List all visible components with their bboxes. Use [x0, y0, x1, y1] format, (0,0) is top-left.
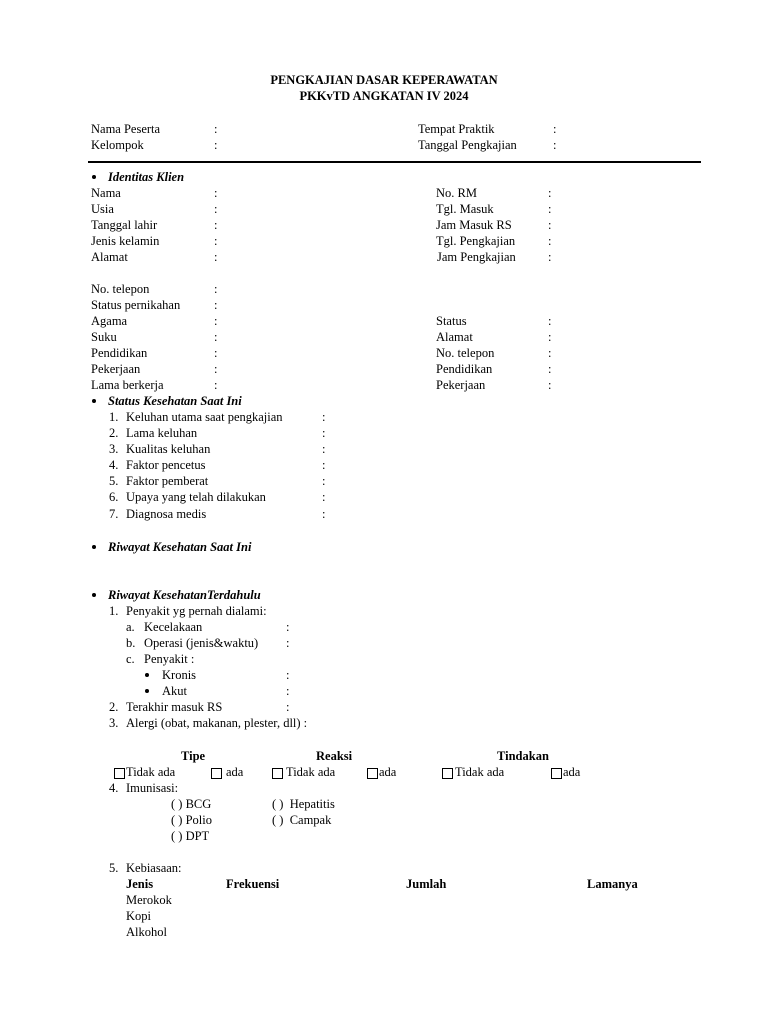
checkbox-reaksi-ada[interactable]: [367, 768, 378, 779]
list-number: 1.: [109, 604, 119, 618]
checkbox-label: ada: [226, 765, 244, 779]
list-item: Kronis: [162, 668, 197, 682]
identitas-label: Lama berkerja: [91, 378, 164, 392]
section-heading-status: Status Kesehatan Saat Ini: [108, 394, 242, 408]
field-colon: :: [322, 507, 326, 521]
checkbox-label: Tidak ada: [126, 765, 176, 779]
identitas-label: No. telepon: [91, 282, 150, 296]
field-colon: :: [322, 426, 326, 440]
field-colon: :: [214, 362, 218, 376]
field-colon: :: [214, 378, 218, 392]
bullet-icon: [92, 593, 96, 597]
checkbox-reaksi-tidak-ada[interactable]: [272, 768, 283, 779]
checkbox-tipe-ada[interactable]: [211, 768, 222, 779]
kebiasaan-header-frekuensi: Frekuensi: [226, 877, 280, 891]
field-colon: :: [214, 202, 218, 216]
field-colon: :: [286, 700, 290, 714]
page-subtitle: PKKvTD ANGKATAN IV 2024: [299, 89, 469, 103]
field-colon: :: [548, 330, 552, 344]
imunisasi-option[interactable]: ( ) BCG: [171, 797, 212, 811]
kebiasaan-item: Kopi: [126, 909, 151, 923]
checkbox-tipe-tidak-ada[interactable]: [114, 768, 125, 779]
list-item: Penyakit :: [144, 652, 195, 666]
checkbox-label: ada: [563, 765, 581, 779]
imunisasi-option[interactable]: ( ) DPT: [171, 829, 210, 843]
field-colon: :: [322, 410, 326, 424]
identitas-label-right: Alamat: [436, 330, 473, 344]
field-tempat-praktik: Tempat Praktik: [418, 122, 495, 136]
checkbox-tindakan-tidak-ada[interactable]: [442, 768, 453, 779]
field-colon: :: [548, 346, 552, 360]
list-number: 1.: [109, 410, 119, 424]
imunisasi-option[interactable]: ( ) Campak: [272, 813, 332, 827]
checkbox-label: Tidak ada: [455, 765, 505, 779]
list-item: Kecelakaan: [144, 620, 203, 634]
kebiasaan-item: Alkohol: [126, 925, 167, 939]
list-item: Akut: [162, 684, 187, 698]
section-heading-identitas: Identitas Klien: [108, 170, 185, 184]
list-number: 5.: [109, 474, 119, 488]
field-colon: :: [286, 668, 290, 682]
field-colon: :: [214, 122, 218, 136]
identitas-label: Pekerjaan: [91, 362, 141, 376]
kebiasaan-header-jenis: Jenis: [126, 877, 154, 891]
field-colon: :: [548, 362, 552, 376]
checkbox-label: Tidak ada: [286, 765, 336, 779]
identitas-label-right: Tgl. Pengkajian: [436, 234, 516, 248]
identitas-label-right: No. RM: [436, 186, 477, 200]
identitas-label: Alamat: [91, 250, 128, 264]
field-colon: :: [322, 442, 326, 456]
field-colon: :: [548, 314, 552, 328]
field-colon: :: [286, 636, 290, 650]
list-number: 5.: [109, 861, 119, 875]
section-heading-riwayat-saat-ini: Riwayat Kesehatan Saat Ini: [108, 540, 252, 554]
kebiasaan-header-jumlah: Jumlah: [406, 877, 447, 891]
field-colon: :: [548, 250, 552, 264]
field-colon: :: [548, 234, 552, 248]
field-tanggal-pengkajian: Tanggal Pengkajian: [418, 138, 517, 152]
field-colon: :: [553, 122, 557, 136]
list-item: Kebiasaan:: [126, 861, 182, 875]
list-item: Upaya yang telah dilakukan: [126, 490, 266, 504]
checkbox-label: ada: [379, 765, 397, 779]
field-colon: :: [553, 138, 557, 152]
bullet-icon: [92, 399, 96, 403]
list-item: Penyakit yg pernah dialami:: [126, 604, 267, 618]
field-colon: :: [214, 298, 218, 312]
list-number: 3.: [109, 716, 119, 730]
field-colon: :: [548, 218, 552, 232]
list-number: 4.: [109, 781, 119, 795]
header-divider: [88, 161, 701, 163]
field-colon: :: [214, 250, 218, 264]
identitas-label-right: Status: [436, 314, 467, 328]
alergi-header-reaksi: Reaksi: [316, 749, 353, 763]
imunisasi-option[interactable]: ( ) Polio: [171, 813, 212, 827]
kebiasaan-header-lamanya: Lamanya: [587, 877, 638, 891]
identitas-label: Suku: [91, 330, 117, 344]
list-number: 7.: [109, 507, 119, 521]
list-letter: b.: [126, 636, 136, 650]
field-colon: :: [214, 330, 218, 344]
list-letter: c.: [126, 652, 135, 666]
list-number: 3.: [109, 442, 119, 456]
page-title: PENGKAJIAN DASAR KEPERAWATAN: [270, 73, 498, 87]
identitas-label: Jenis kelamin: [91, 234, 160, 248]
bullet-icon: [92, 545, 96, 549]
field-colon: :: [214, 234, 218, 248]
identitas-label: Tanggal lahir: [91, 218, 158, 232]
list-item: Keluhan utama saat pengkajian: [126, 410, 283, 424]
identitas-label-right: Jam Masuk RS: [436, 218, 512, 232]
field-kelompok: Kelompok: [91, 138, 144, 152]
list-item: Faktor pencetus: [126, 458, 206, 472]
identitas-label: Nama: [91, 186, 121, 200]
field-colon: :: [548, 202, 552, 216]
identitas-label: Agama: [91, 314, 128, 328]
field-nama-peserta: Nama Peserta: [91, 122, 161, 136]
field-colon: :: [322, 458, 326, 472]
identitas-label: Pendidikan: [91, 346, 148, 360]
field-colon: :: [214, 282, 218, 296]
list-letter: a.: [126, 620, 135, 634]
field-colon: :: [548, 378, 552, 392]
checkbox-tindakan-ada[interactable]: [551, 768, 562, 779]
list-number: 2.: [109, 426, 119, 440]
imunisasi-option[interactable]: ( ) Hepatitis: [272, 797, 335, 811]
bullet-icon: [92, 175, 96, 179]
field-colon: :: [286, 620, 290, 634]
identitas-label: Usia: [91, 202, 114, 216]
list-item: Terakhir masuk RS: [126, 700, 223, 714]
field-colon: :: [286, 684, 290, 698]
list-number: 6.: [109, 490, 119, 504]
identitas-label-right: Pendidikan: [436, 362, 493, 376]
section-heading-riwayat-terdahulu: Riwayat KesehatanTerdahulu: [108, 588, 261, 602]
list-item: Operasi (jenis&waktu): [144, 636, 259, 650]
field-colon: :: [214, 218, 218, 232]
identitas-label-right: Tgl. Masuk: [436, 202, 494, 216]
field-colon: :: [548, 186, 552, 200]
list-item: Alergi (obat, makanan, plester, dll) :: [126, 716, 308, 730]
list-number: 2.: [109, 700, 119, 714]
list-number: 4.: [109, 458, 119, 472]
bullet-icon: [145, 673, 149, 677]
list-item: Kualitas keluhan: [126, 442, 211, 456]
field-colon: :: [214, 186, 218, 200]
bullet-icon: [145, 689, 149, 693]
kebiasaan-item: Merokok: [126, 893, 172, 907]
identitas-label: Status pernikahan: [91, 298, 181, 312]
alergi-header-tipe: Tipe: [181, 749, 206, 763]
field-colon: :: [214, 138, 218, 152]
list-item: Diagnosa medis: [126, 507, 207, 521]
identitas-label-right: Jam Pengkajian: [437, 250, 516, 264]
identitas-label-right: Pekerjaan: [436, 378, 486, 392]
field-colon: :: [214, 314, 218, 328]
field-colon: :: [322, 490, 326, 504]
list-item: Imunisasi:: [126, 781, 179, 795]
identitas-label-right: No. telepon: [436, 346, 495, 360]
field-colon: :: [322, 474, 326, 488]
alergi-header-tindakan: Tindakan: [497, 749, 549, 763]
field-colon: :: [214, 346, 218, 360]
list-item: Faktor pemberat: [126, 474, 209, 488]
list-item: Lama keluhan: [126, 426, 198, 440]
